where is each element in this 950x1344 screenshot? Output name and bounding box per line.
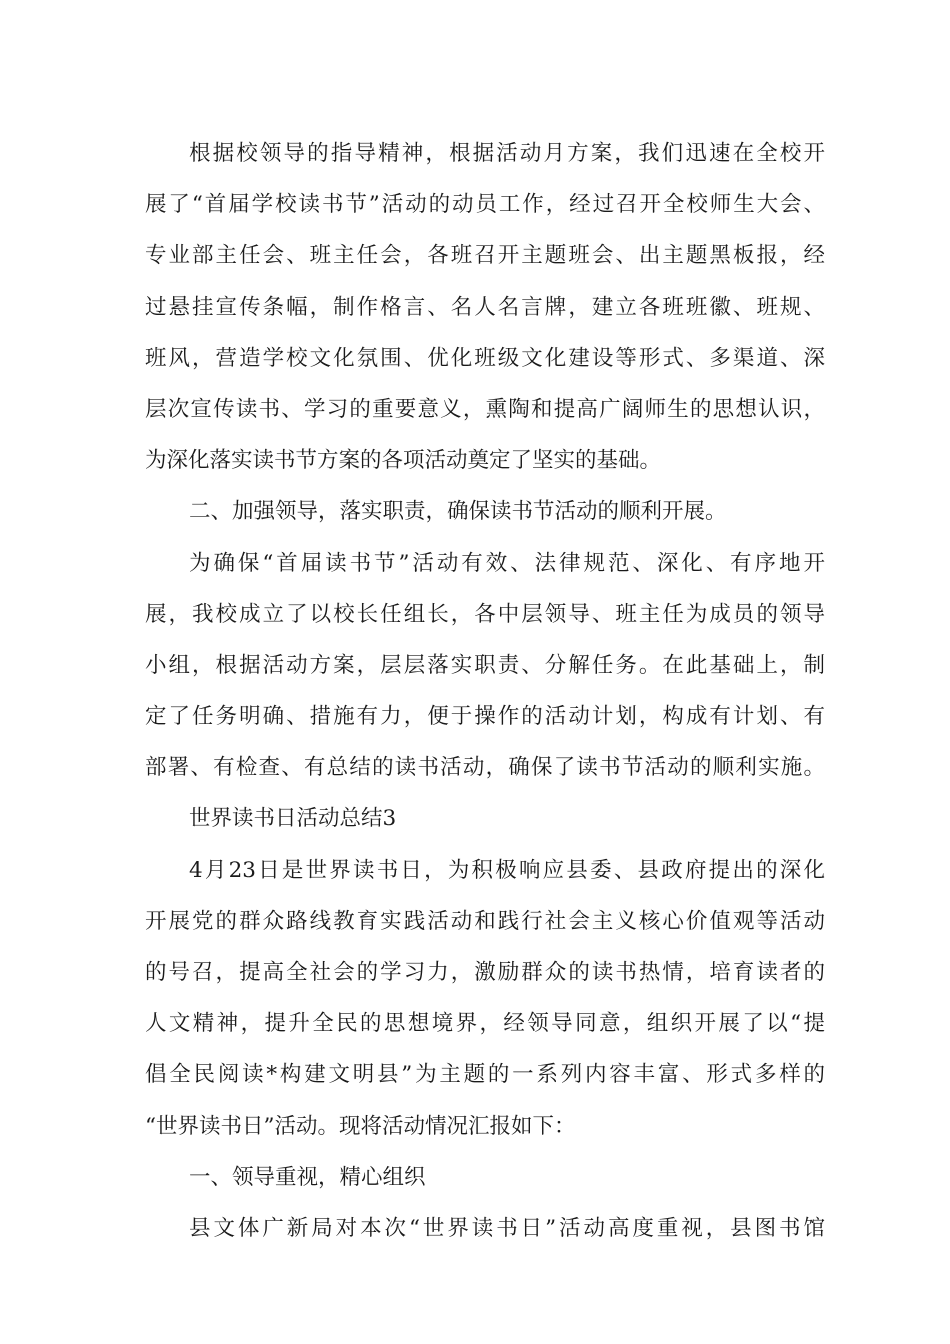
text-line: 二、加强领导，落实职责，确保读书节活动的顺利开展。 bbox=[189, 499, 727, 525]
text-line: 过悬挂宣传条幅，制作格言、名人名言牌，建立各班班徽、班规、 bbox=[145, 294, 825, 320]
text-line: 人文精神，提升全民的思想境界，经领导同意，组织开展了以“提 bbox=[145, 1011, 825, 1037]
text-line: 为深化落实读书节方案的各项活动奠定了坚实的基础。 bbox=[145, 448, 662, 474]
text-line: 的号召，提高全社会的学习力，激励群众的读书热情，培育读者的 bbox=[145, 960, 825, 985]
text-line: 4月23日是世界读书日，为积极响应县委、县政府提出的深化 bbox=[189, 857, 825, 883]
text-line: 世界读书日活动总结3 bbox=[189, 806, 397, 832]
text-line: 小组，根据活动方案，层层落实职责、分解任务。在此基础上，制 bbox=[145, 652, 825, 678]
text-line: 班风，营造学校文化氛围、优化班级文化建设等形式、多渠道、深 bbox=[145, 345, 825, 371]
text-line: 根据校领导的指导精神，根据活动月方案，我们迅速在全校开 bbox=[189, 141, 825, 166]
text-line: 一、领导重视，精心组织 bbox=[189, 1164, 426, 1190]
text-line: “世界读书日”活动。现将活动情况汇报如下： bbox=[145, 1113, 576, 1139]
text-line: 展了“首届学校读书节”活动的动员工作，经过召开全校师生大会、 bbox=[145, 192, 825, 218]
document-body bbox=[145, 128, 950, 1254]
text-line: 开展党的群众路线教育实践活动和践行社会主义核心价值观等活动 bbox=[145, 908, 825, 934]
text-line: 县文体广新局对本次“世界读书日”活动高度重视，县图书馆 bbox=[189, 1215, 825, 1241]
text-line: 倡全民阅读*构建文明县”为主题的一系列内容丰富、形式多样的 bbox=[145, 1062, 825, 1088]
text-line: 部署、有检查、有总结的读书活动，确保了读书节活动的顺利实施。 bbox=[145, 755, 825, 781]
text-line: 定了任务明确、措施有力，便于操作的活动计划，构成有计划、有 bbox=[145, 704, 825, 730]
text-line: 展，我校成立了以校长任组长，各中层领导、班主任为成员的领导 bbox=[145, 601, 825, 627]
text-line: 专业部主任会、班主任会，各班召开主题班会、出主题黑板报，经 bbox=[145, 243, 825, 269]
text-line: 为确保“首届读书节”活动有效、法律规范、深化、有序地开 bbox=[189, 550, 825, 576]
text-line: 层次宣传读书、学习的重要意义，熏陶和提高广阔师生的思想认识， bbox=[145, 396, 825, 422]
